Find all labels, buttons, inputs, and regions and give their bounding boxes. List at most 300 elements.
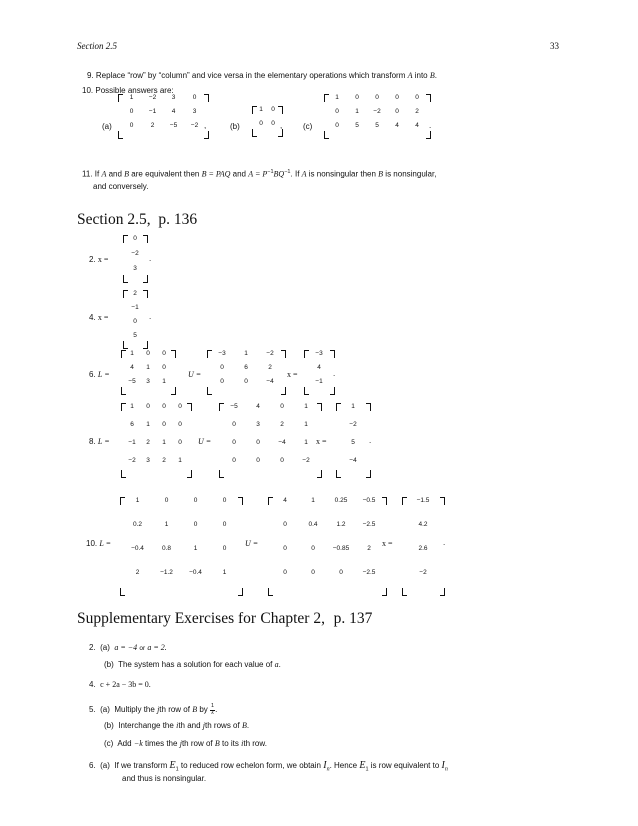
text: th rows of bbox=[205, 721, 240, 730]
matrix-entry: 4 bbox=[395, 122, 399, 129]
period: . bbox=[434, 71, 437, 80]
text: and bbox=[108, 169, 122, 179]
text: is nonsingular, bbox=[385, 169, 437, 179]
supplementary-heading bbox=[77, 611, 372, 627]
matrix-entry: 0 bbox=[256, 439, 260, 446]
matrix-entry: 0 bbox=[271, 106, 275, 113]
matrix-entry: 1 bbox=[146, 364, 150, 371]
vector-10 bbox=[402, 497, 444, 595]
bracket-bottom-left bbox=[336, 470, 341, 478]
problem-number: 4. bbox=[89, 313, 96, 322]
var-i: i bbox=[176, 721, 179, 730]
vector-entry: −1.5 bbox=[416, 497, 430, 504]
text: Add bbox=[117, 739, 132, 748]
matrix-entry: 1 bbox=[355, 108, 359, 115]
text: If bbox=[294, 169, 300, 179]
bracket-bottom-right bbox=[281, 387, 286, 395]
matrix-entry: −5 bbox=[230, 403, 238, 410]
matrix-entry: 0 bbox=[220, 364, 224, 371]
matrix-entry: 0 bbox=[259, 120, 263, 127]
matrix-entry: 0 bbox=[355, 94, 359, 101]
matrix-entry: 2 bbox=[162, 457, 166, 464]
superscript: −1 bbox=[284, 169, 291, 175]
vector-entry: 5 bbox=[133, 332, 137, 339]
bracket-bottom-right bbox=[143, 341, 148, 349]
var-e: E bbox=[359, 760, 366, 771]
vector-entry: 2.6 bbox=[418, 545, 428, 552]
var-b: B bbox=[214, 739, 220, 748]
lhs-x: x = bbox=[382, 539, 393, 548]
vector-4 bbox=[123, 290, 147, 348]
matrix-entry: 0.8 bbox=[161, 545, 172, 552]
matrix-entry: 0 bbox=[193, 521, 198, 528]
lhs: x = bbox=[97, 255, 109, 264]
bracket-bottom-right bbox=[187, 470, 192, 478]
bracket-bottom-right bbox=[330, 387, 335, 395]
exercise-10-label bbox=[86, 540, 111, 548]
matrix-entry: −2.5 bbox=[362, 569, 376, 576]
matrix-10-u bbox=[268, 497, 386, 595]
bracket-bottom-right bbox=[278, 129, 283, 137]
matrix-entry: 0 bbox=[283, 545, 287, 552]
lhs-u: U = bbox=[198, 437, 212, 446]
label-b: (b) bbox=[230, 122, 240, 131]
vector-entry: −4 bbox=[349, 457, 357, 464]
matrix-entry: 0 bbox=[222, 545, 227, 552]
matrix-entry: 0 bbox=[192, 94, 197, 101]
bracket-bottom-left bbox=[219, 470, 224, 478]
equation: c + 2a − 3b = 0. bbox=[100, 680, 151, 689]
matrix-entry: −0.85 bbox=[332, 545, 350, 552]
equation: a = 2. bbox=[147, 643, 167, 652]
matrix-8-u bbox=[219, 403, 321, 477]
exercise-4-label bbox=[89, 314, 108, 322]
problem-number: 2. bbox=[89, 643, 96, 652]
lhs-u: U = bbox=[245, 539, 259, 548]
var-j: j bbox=[202, 721, 206, 730]
matrix-entry: 0 bbox=[162, 421, 166, 428]
supp-2b bbox=[104, 661, 281, 669]
period: . bbox=[215, 705, 218, 715]
supp-page: p. 137 bbox=[333, 610, 373, 627]
matrix-entry: 1 bbox=[259, 106, 263, 113]
bracket-bottom-left bbox=[123, 341, 128, 349]
lhs-x: x = bbox=[287, 370, 298, 379]
matrix-entry: 4 bbox=[171, 108, 176, 115]
matrix-entry: 1 bbox=[135, 497, 140, 504]
matrix-entry: 3 bbox=[171, 94, 176, 101]
matrix-entry: 1 bbox=[335, 94, 339, 101]
text: to reduced row echelon form, we obtain bbox=[180, 761, 321, 770]
subscript: n bbox=[444, 766, 448, 773]
matrix-entry: 0 bbox=[178, 421, 182, 428]
period: . bbox=[443, 538, 446, 547]
text: th row of bbox=[159, 705, 190, 715]
matrix-entry: 2 bbox=[268, 364, 272, 371]
matrix-entry: 0 bbox=[162, 350, 166, 357]
var-b: B bbox=[378, 169, 384, 179]
matrix-entry: 0 bbox=[415, 94, 419, 101]
problem-number: 5. bbox=[89, 705, 96, 715]
lhs-u: U = bbox=[188, 370, 202, 379]
vector-entry: −2 bbox=[131, 250, 139, 257]
matrix-6-l bbox=[121, 350, 175, 394]
supp-chapter: Chapter 2, bbox=[260, 610, 325, 627]
matrix-entry: 5 bbox=[355, 122, 359, 129]
matrix-entry: −5 bbox=[169, 122, 178, 129]
period: . bbox=[149, 312, 152, 321]
matrix-entry: 0 bbox=[178, 403, 182, 410]
var-j: j bbox=[157, 705, 160, 715]
supp-4 bbox=[89, 681, 151, 689]
text: The system has a solution for each value of bbox=[118, 660, 273, 669]
matrix-entry: −1 bbox=[148, 108, 157, 115]
bracket-bottom-left bbox=[121, 470, 126, 478]
matrix-entry: −2 bbox=[190, 122, 199, 129]
text: If we transform bbox=[114, 761, 168, 770]
matrix-entry: −4 bbox=[278, 439, 286, 446]
problem-number: 10. bbox=[82, 86, 94, 95]
text: Multiply the bbox=[114, 705, 155, 715]
matrix-entry: 1 bbox=[130, 403, 134, 410]
matrix-entry: 1.2 bbox=[336, 521, 346, 528]
lhs: x = bbox=[97, 313, 109, 322]
matrix-entry: 4 bbox=[256, 403, 260, 410]
problem-11-line-1 bbox=[82, 170, 436, 179]
problem-text: Replace “row” by “column” and vice versa in the elementary operations which transform bbox=[95, 71, 406, 80]
matrix-entry: −2 bbox=[373, 108, 381, 115]
problem-number: 4. bbox=[89, 680, 96, 689]
supp-6a bbox=[89, 761, 448, 773]
running-header-left: Section 2.5 bbox=[77, 41, 117, 51]
subscript: 1 bbox=[365, 766, 369, 773]
matrix-entry: −2 bbox=[302, 457, 310, 464]
matrix-entry: −0.5 bbox=[362, 497, 376, 504]
exercise-8-label bbox=[89, 438, 110, 446]
var-i: I bbox=[323, 760, 327, 771]
matrix-entry: 2 bbox=[146, 439, 150, 446]
comma: , bbox=[204, 121, 207, 130]
matrix-10-l bbox=[120, 497, 242, 595]
matrix-entry: 3 bbox=[146, 378, 150, 385]
period: . bbox=[149, 254, 152, 263]
bracket-bottom-left bbox=[324, 131, 329, 139]
lhs-x: x = bbox=[316, 437, 327, 446]
matrix-entry: −2 bbox=[148, 94, 157, 101]
text: . Hence bbox=[329, 761, 358, 770]
equation: A = P bbox=[248, 169, 268, 179]
period: . bbox=[333, 369, 336, 378]
matrix-6-u bbox=[207, 350, 285, 394]
supp-title: Supplementary Exercises for bbox=[77, 610, 257, 627]
matrix-entry: 1 bbox=[130, 350, 134, 357]
matrix-entry: 1 bbox=[193, 545, 198, 552]
period: . bbox=[369, 436, 372, 445]
lhs-l: L = bbox=[97, 370, 110, 379]
equation: B = PAQ bbox=[201, 169, 231, 179]
bracket-bottom-left bbox=[121, 387, 126, 395]
matrix-entry: 6 bbox=[244, 364, 248, 371]
matrix-entry: 0.4 bbox=[308, 521, 318, 528]
vector-entry: −3 bbox=[315, 350, 323, 357]
var-i: i bbox=[241, 739, 244, 748]
matrix-entry: −0.4 bbox=[131, 545, 144, 552]
subscript: 1 bbox=[175, 766, 179, 773]
matrix-entry: 1 bbox=[304, 421, 308, 428]
matrix-entry: −5 bbox=[128, 378, 136, 385]
bracket-bottom-left bbox=[268, 588, 273, 596]
section-heading bbox=[77, 212, 197, 228]
matrix-entry: 0 bbox=[335, 108, 339, 115]
matrix-entry: 0 bbox=[164, 497, 169, 504]
fraction-denominator: k bbox=[211, 709, 214, 716]
var-b: B bbox=[241, 721, 247, 730]
label-c: (c) bbox=[303, 122, 313, 131]
matrix-entry: −2 bbox=[128, 457, 136, 464]
part-label: (b) bbox=[104, 721, 114, 730]
matrix-entry: 1 bbox=[304, 403, 308, 410]
matrix-10c bbox=[324, 94, 430, 138]
matrix-entry: 3 bbox=[256, 421, 260, 428]
bracket-bottom-right bbox=[171, 387, 176, 395]
matrix-entry: 2 bbox=[367, 545, 371, 552]
bracket-bottom-left bbox=[118, 131, 123, 139]
matrix-entry: 5 bbox=[375, 122, 379, 129]
part-label: (a) bbox=[100, 643, 110, 652]
part-label: (a) bbox=[100, 705, 110, 715]
superscript: −1 bbox=[267, 169, 274, 175]
matrix-entry: −2 bbox=[266, 350, 274, 357]
matrix-entry: 2 bbox=[135, 569, 140, 576]
matrix-entry: −4 bbox=[266, 378, 274, 385]
supp-5c bbox=[104, 740, 267, 748]
text: is row equivalent to bbox=[370, 761, 440, 770]
text: or bbox=[139, 645, 146, 652]
text: and bbox=[232, 169, 246, 179]
bracket-bottom-right bbox=[238, 588, 243, 596]
matrix-entry: 2 bbox=[280, 421, 284, 428]
matrix-entry: −1.2 bbox=[160, 569, 173, 576]
vector-entry: 0 bbox=[133, 235, 137, 242]
label-a: (a) bbox=[102, 122, 112, 131]
var-b: B bbox=[429, 71, 435, 80]
exercise-6-label bbox=[89, 371, 110, 379]
bracket-bottom-left bbox=[304, 387, 309, 395]
matrix-entry: 4 bbox=[415, 122, 419, 129]
matrix-entry: 0 bbox=[146, 403, 150, 410]
bracket-bottom-left bbox=[120, 588, 125, 596]
supp-2a bbox=[89, 644, 167, 653]
problem-number: 11. bbox=[82, 169, 93, 179]
matrix-entry: 0 bbox=[222, 521, 227, 528]
matrix-entry: 6 bbox=[130, 421, 134, 428]
problem-11-line-2: and conversely. bbox=[93, 182, 149, 191]
bracket-bottom-right bbox=[366, 470, 371, 478]
matrix-entry: 0 bbox=[395, 108, 399, 115]
matrix-entry: 0.2 bbox=[132, 521, 143, 528]
fraction-numerator: 1 bbox=[211, 703, 215, 709]
matrix-entry: 2 bbox=[150, 122, 155, 129]
lhs-l: L = bbox=[97, 437, 110, 446]
text: If bbox=[94, 169, 100, 179]
matrix-entry: 0 bbox=[395, 94, 399, 101]
matrix-entry: 0 bbox=[283, 521, 287, 528]
part-label: (c) bbox=[104, 739, 114, 748]
matrix-entry: 0 bbox=[375, 94, 379, 101]
section-page: p. 136 bbox=[158, 211, 198, 228]
bracket-bottom-left bbox=[252, 129, 257, 137]
bracket-bottom-right bbox=[426, 131, 431, 139]
text: th row of bbox=[181, 739, 213, 748]
matrix-entry: −0.4 bbox=[189, 569, 202, 576]
problem-number: 10. bbox=[86, 539, 98, 548]
page-number: 33 bbox=[550, 41, 559, 51]
matrix-entry: 1 bbox=[178, 457, 182, 464]
period: . bbox=[278, 660, 281, 669]
matrix-entry: 0.25 bbox=[334, 497, 348, 504]
matrix-entry: 0 bbox=[339, 569, 343, 576]
matrix-entry: 0 bbox=[283, 569, 287, 576]
matrix-entry: 1 bbox=[162, 439, 166, 446]
problem-number: 2. bbox=[89, 255, 96, 264]
vector-entry: 4 bbox=[317, 364, 321, 371]
text: is nonsingular then bbox=[308, 169, 376, 179]
matrix-entry: 0 bbox=[335, 122, 339, 129]
vector-entry: 3 bbox=[133, 265, 137, 272]
vector-entry: −2 bbox=[419, 569, 427, 576]
problem-number: 6. bbox=[89, 761, 96, 770]
matrix-entry: 1 bbox=[304, 439, 308, 446]
vector-entry: 2 bbox=[133, 290, 137, 297]
matrix-entry: 1 bbox=[162, 378, 166, 385]
matrix-entry: 1 bbox=[222, 569, 227, 576]
matrix-entry: 3 bbox=[192, 108, 197, 115]
matrix-entry: −2.5 bbox=[362, 521, 376, 528]
matrix-entry: 1 bbox=[244, 350, 248, 357]
vector-2 bbox=[123, 235, 147, 282]
supp-5b bbox=[104, 722, 249, 730]
matrix-entry: 1 bbox=[146, 421, 150, 428]
part-label: (a) bbox=[100, 761, 110, 770]
problem-text: Possible answers are: bbox=[95, 86, 174, 95]
matrix-entry: 0 bbox=[178, 439, 182, 446]
vector-entry: 0 bbox=[133, 318, 137, 325]
text: Interchange the bbox=[118, 721, 174, 730]
vector-entry: −1 bbox=[315, 378, 323, 385]
matrix-entry: 0 bbox=[129, 108, 134, 115]
var-b: B bbox=[192, 705, 198, 715]
vector-entry: 5 bbox=[351, 439, 355, 446]
text: th and bbox=[178, 721, 201, 730]
bracket-bottom-left bbox=[123, 275, 128, 283]
var-a: A bbox=[101, 169, 107, 179]
text: to its bbox=[221, 739, 239, 748]
matrix-entry: −1 bbox=[128, 439, 136, 446]
vector-8 bbox=[336, 403, 370, 477]
var-e: E bbox=[169, 760, 176, 771]
problem-number: 6. bbox=[89, 370, 96, 379]
bracket-bottom-right bbox=[143, 275, 148, 283]
matrix-entry: 0 bbox=[232, 421, 236, 428]
period: . bbox=[246, 721, 250, 730]
var-k: −k bbox=[133, 739, 143, 748]
period: . bbox=[290, 169, 293, 179]
vector-6 bbox=[304, 350, 334, 394]
vector-entry: −1 bbox=[131, 304, 139, 311]
period: . bbox=[429, 121, 432, 130]
supp-5a bbox=[89, 704, 217, 716]
vector-entry: −2 bbox=[349, 421, 357, 428]
matrix-entry: 0 bbox=[232, 457, 236, 464]
vector-entry: 4.2 bbox=[418, 521, 428, 528]
matrix-entry: 0 bbox=[280, 457, 284, 464]
matrix-entry: 0 bbox=[271, 120, 275, 127]
part-label: (b) bbox=[104, 660, 114, 669]
text: by bbox=[199, 705, 208, 715]
matrix-entry: −3 bbox=[218, 350, 226, 357]
bracket-bottom-right bbox=[382, 588, 387, 596]
matrix-entry: 0 bbox=[244, 378, 248, 385]
matrix-8-l bbox=[121, 403, 191, 477]
subscript: n bbox=[326, 766, 330, 773]
matrix-entry: 1 bbox=[129, 94, 134, 101]
matrix-entry: 0 bbox=[162, 403, 166, 410]
equation: BQ bbox=[273, 169, 285, 179]
equation: a = −4 bbox=[114, 643, 138, 652]
matrix-entry: 4 bbox=[283, 497, 287, 504]
matrix-entry: 4 bbox=[130, 364, 134, 371]
vector-entry: 1 bbox=[351, 403, 355, 410]
matrix-entry: 0 bbox=[193, 497, 198, 504]
matrix-10b bbox=[252, 106, 282, 136]
section-title: Section 2.5, bbox=[77, 211, 151, 228]
matrix-entry: 0 bbox=[129, 122, 134, 129]
matrix-entry: 0 bbox=[232, 439, 236, 446]
var-j: j bbox=[179, 739, 182, 748]
bracket-bottom-right bbox=[317, 470, 322, 478]
problem-number: 8. bbox=[89, 437, 96, 446]
var-a: a bbox=[274, 660, 279, 669]
text: times the bbox=[145, 739, 178, 748]
text: th row. bbox=[243, 739, 267, 748]
matrix-entry: 3 bbox=[146, 457, 150, 464]
comma: , bbox=[280, 121, 283, 130]
matrix-entry: 0 bbox=[146, 350, 150, 357]
var-b: B bbox=[124, 169, 130, 179]
lhs-l: L = bbox=[99, 539, 112, 548]
text: are equivalent then bbox=[131, 169, 200, 179]
bracket-bottom-left bbox=[402, 588, 407, 596]
matrix-entry: 0 bbox=[311, 569, 315, 576]
matrix-entry: 0 bbox=[162, 364, 166, 371]
matrix-entry: 1 bbox=[164, 521, 169, 528]
var-a: A bbox=[301, 169, 307, 179]
supp-6a-line-2: and thus is nonsingular. bbox=[122, 774, 207, 783]
problem-number: 9. bbox=[87, 71, 94, 80]
var-a: A bbox=[407, 71, 413, 80]
bracket-bottom-right bbox=[204, 131, 209, 139]
matrix-entry: 2 bbox=[415, 108, 419, 115]
matrix-entry: 1 bbox=[311, 497, 315, 504]
matrix-10a bbox=[118, 94, 208, 138]
problem-9 bbox=[87, 72, 437, 80]
matrix-entry: 0 bbox=[256, 457, 260, 464]
matrix-entry: 0 bbox=[280, 403, 284, 410]
into-text: into bbox=[414, 71, 428, 80]
matrix-entry: 0 bbox=[311, 545, 315, 552]
matrix-entry: 0 bbox=[220, 378, 224, 385]
bracket-bottom-right bbox=[440, 588, 445, 596]
